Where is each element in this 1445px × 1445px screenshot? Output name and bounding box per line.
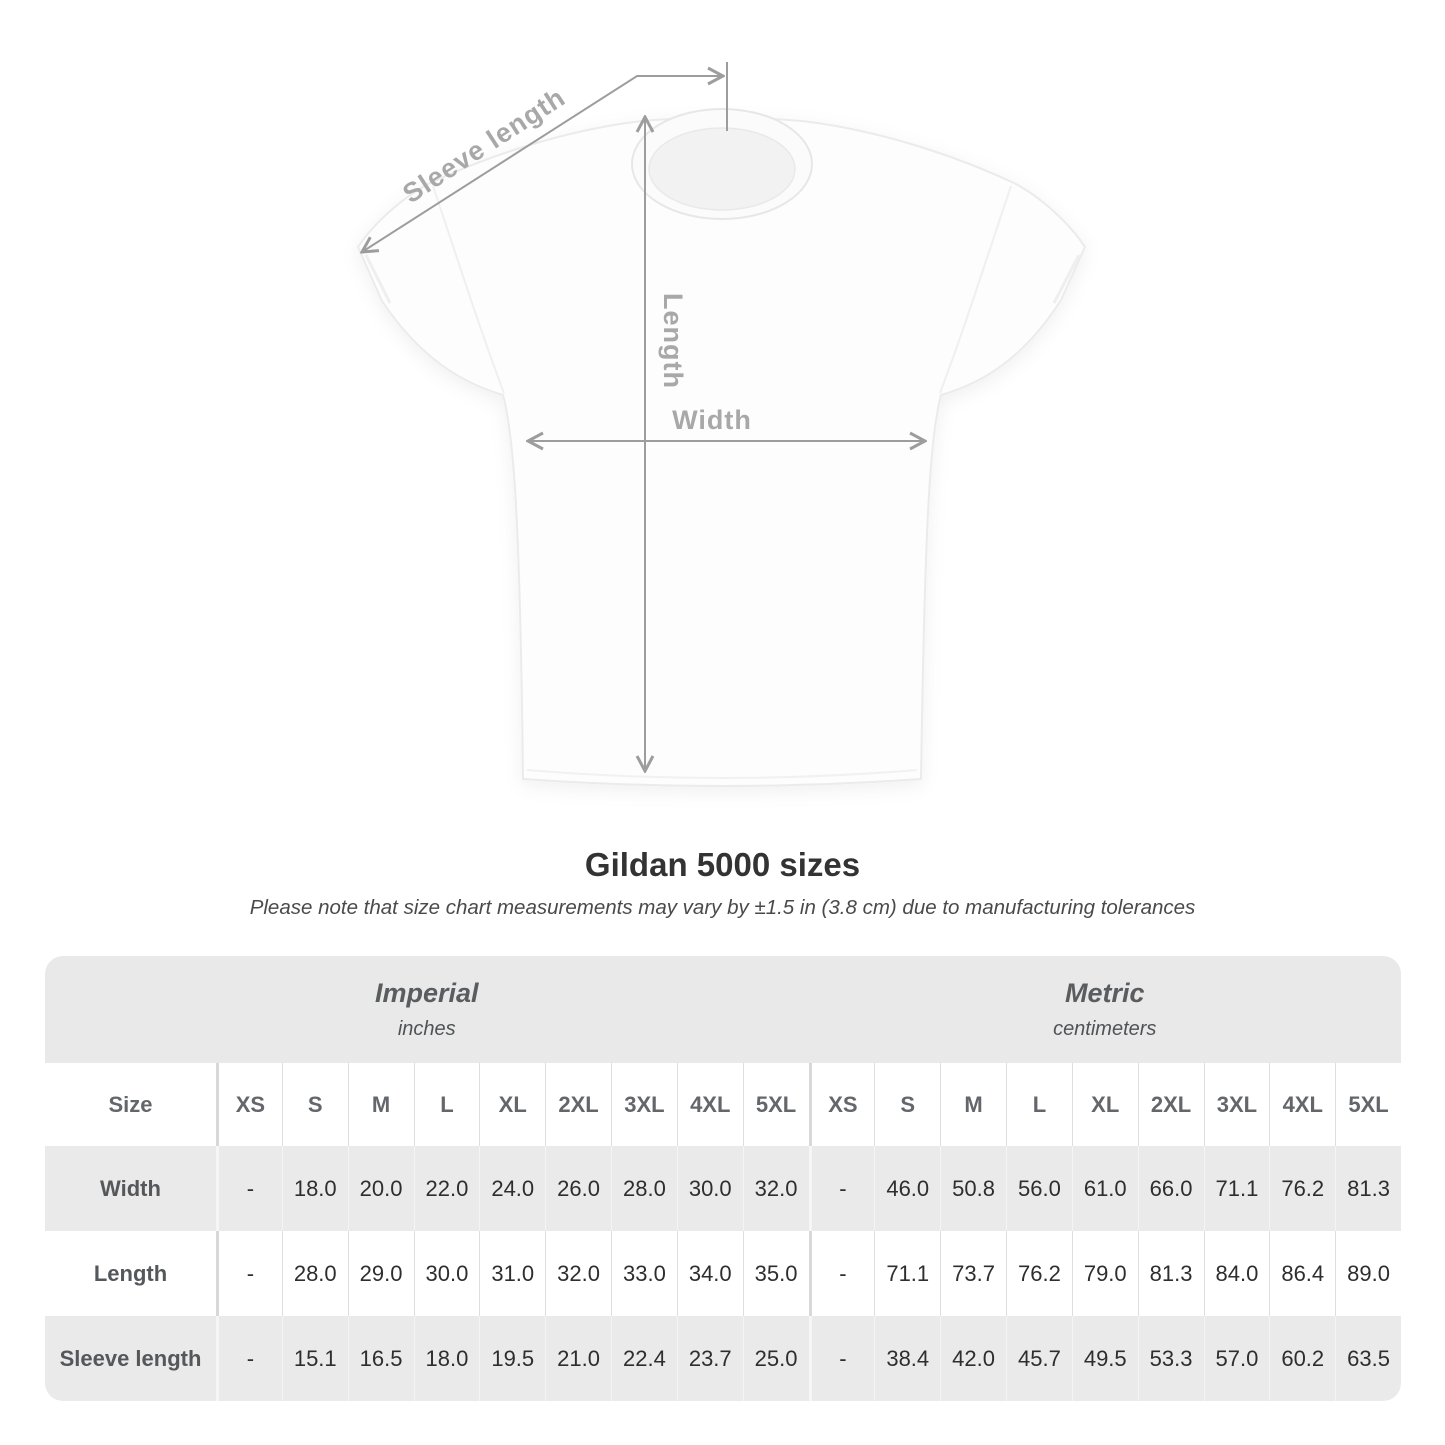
value-cell: - xyxy=(216,1146,282,1231)
imperial-unit: inches xyxy=(397,1018,456,1040)
size-column-header: 4XL xyxy=(1269,1063,1335,1146)
sleeve-length-label: Sleeve length xyxy=(397,81,571,209)
value-cell: 61.0 xyxy=(1072,1146,1138,1231)
value-cell: - xyxy=(809,1231,875,1316)
length-label: Length xyxy=(658,293,688,389)
value-cell: 57.0 xyxy=(1204,1316,1270,1401)
value-cell: 42.0 xyxy=(940,1316,1006,1401)
size-column-header: 3XL xyxy=(611,1063,677,1146)
value-cell: 25.0 xyxy=(743,1316,809,1401)
row-label: Length xyxy=(45,1231,216,1316)
page-title: Gildan 5000 sizes xyxy=(584,846,861,883)
metric-unit: centimeters xyxy=(1053,1018,1157,1040)
value-cell: 29.0 xyxy=(348,1231,414,1316)
imperial-title: Imperial xyxy=(374,978,479,1008)
size-column-header: XS xyxy=(216,1063,282,1146)
value-cell: 31.0 xyxy=(479,1231,545,1316)
value-cell: 22.0 xyxy=(414,1146,480,1231)
size-column-header: L xyxy=(1006,1063,1072,1146)
size-column-header: S xyxy=(282,1063,348,1146)
value-cell: 18.0 xyxy=(414,1316,480,1401)
size-column-header: M xyxy=(348,1063,414,1146)
value-cell: - xyxy=(809,1146,875,1231)
value-cell: 23.7 xyxy=(677,1316,743,1401)
value-cell: 46.0 xyxy=(874,1146,940,1231)
value-cell: 81.3 xyxy=(1335,1146,1401,1231)
value-cell: 84.0 xyxy=(1204,1231,1270,1316)
value-cell: 89.0 xyxy=(1335,1231,1401,1316)
size-table xyxy=(45,956,1401,1401)
value-cell: 34.0 xyxy=(677,1231,743,1316)
value-cell: - xyxy=(216,1231,282,1316)
value-cell: 33.0 xyxy=(611,1231,677,1316)
value-cell: 86.4 xyxy=(1269,1231,1335,1316)
value-cell: 22.4 xyxy=(611,1316,677,1401)
value-cell: 45.7 xyxy=(1006,1316,1072,1401)
size-column-header: 2XL xyxy=(545,1063,611,1146)
value-cell: 28.0 xyxy=(282,1231,348,1316)
value-cell: 71.1 xyxy=(874,1231,940,1316)
value-cell: 16.5 xyxy=(348,1316,414,1401)
value-cell: 26.0 xyxy=(545,1146,611,1231)
imperial-section-header xyxy=(45,956,809,1063)
value-cell: 38.4 xyxy=(874,1316,940,1401)
metric-title: Metric xyxy=(1064,978,1145,1008)
value-cell: 56.0 xyxy=(1006,1146,1072,1231)
value-cell: 71.1 xyxy=(1204,1146,1270,1231)
size-column-header: S xyxy=(874,1063,940,1146)
page-subtitle: Please note that size chart measurements may vary by ±1.5 in (3.8 cm) due to manufacturing tolerances xyxy=(249,896,1196,919)
size-column-header: 4XL xyxy=(677,1063,743,1146)
size-column-header: L xyxy=(414,1063,480,1146)
width-label: Width xyxy=(672,405,752,435)
row-label: Sleeve length xyxy=(45,1316,216,1401)
value-cell: 81.3 xyxy=(1138,1231,1204,1316)
value-cell: 30.0 xyxy=(677,1146,743,1231)
size-column-header: XS xyxy=(809,1063,875,1146)
value-cell: 76.2 xyxy=(1006,1231,1072,1316)
size-column-header: XL xyxy=(479,1063,545,1146)
size-column-header: 3XL xyxy=(1204,1063,1270,1146)
row-label: Width xyxy=(45,1146,216,1231)
value-cell: 79.0 xyxy=(1072,1231,1138,1316)
metric-section-header xyxy=(809,956,1402,1063)
collar-inner xyxy=(649,128,795,210)
value-cell: 60.2 xyxy=(1269,1316,1335,1401)
value-cell: 66.0 xyxy=(1138,1146,1204,1231)
value-cell: 20.0 xyxy=(348,1146,414,1231)
size-column-header: 2XL xyxy=(1138,1063,1204,1146)
size-column-header: 5XL xyxy=(743,1063,809,1146)
value-cell: 32.0 xyxy=(743,1146,809,1231)
value-cell: 30.0 xyxy=(414,1231,480,1316)
value-cell: 21.0 xyxy=(545,1316,611,1401)
value-cell: 53.3 xyxy=(1138,1316,1204,1401)
value-cell: 76.2 xyxy=(1269,1146,1335,1231)
value-cell: - xyxy=(216,1316,282,1401)
size-header-cell: Size xyxy=(45,1063,216,1146)
value-cell: 24.0 xyxy=(479,1146,545,1231)
value-cell: 49.5 xyxy=(1072,1316,1138,1401)
value-cell: - xyxy=(809,1316,875,1401)
value-cell: 73.7 xyxy=(940,1231,1006,1316)
value-cell: 32.0 xyxy=(545,1231,611,1316)
value-cell: 18.0 xyxy=(282,1146,348,1231)
value-cell: 35.0 xyxy=(743,1231,809,1316)
size-table-grid xyxy=(45,956,1401,1401)
value-cell: 15.1 xyxy=(282,1316,348,1401)
size-column-header: M xyxy=(940,1063,1006,1146)
value-cell: 63.5 xyxy=(1335,1316,1401,1401)
value-cell: 28.0 xyxy=(611,1146,677,1231)
size-column-header: XL xyxy=(1072,1063,1138,1146)
value-cell: 19.5 xyxy=(479,1316,545,1401)
value-cell: 50.8 xyxy=(940,1146,1006,1231)
size-column-header: 5XL xyxy=(1335,1063,1401,1146)
